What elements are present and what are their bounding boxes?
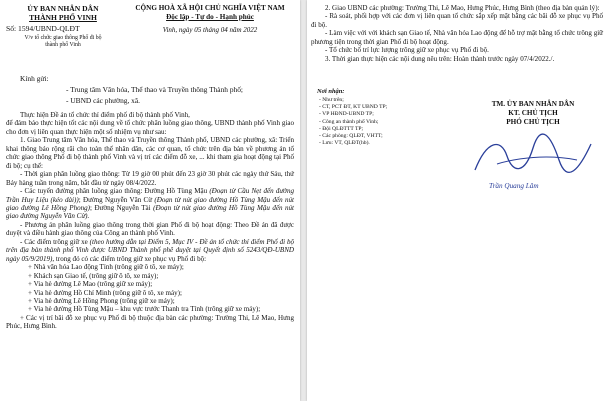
parking-item: + Nhà văn hóa Lao động Tỉnh (trông giữ ô tô, xe máy); (28, 263, 184, 272)
nation-title: CỘNG HOÀ XÃ HỘI CHỦ NGHĨA VIỆT NAM (135, 4, 285, 12)
parking-item: + Via hè đường Lê Hồng Phong (trông giữ xe máy); (28, 296, 175, 305)
issuer-org-line1: ỦY BAN NHÂN DÂN (27, 4, 99, 13)
recipient-item: - Như trên; (319, 97, 344, 103)
parking-item: + Via hè đường Hồ Tùng Mậu – khu vực trước Thanh tra Tỉnh (trông giữ xe máy); (28, 305, 261, 314)
body-paragraph: Thực hiện Đề án tổ chức thí điểm phố đi bộ thành phố Vinh, (20, 111, 190, 119)
body-paragraph: - Thời gian phân luồng giao thông: Từ 19 giờ 00 phút đến 23 giờ 30 phút các ngày thứ Sáu, thứ Bảy hàng tuần trong năm, bắt đầu từ ngày 08/4/2022. (6, 170, 294, 187)
nation-motto: Độc lập - Tự do - Hạnh phúc (166, 13, 254, 21)
text-run: (theo hướng dẫn tại Điểm 5, Mục IV - Đề án tổ chức thí điểm Phố đi bộ trên địa bàn thành phố Vinh được UBND Thành phố phê duyệt tại Quyết định số 5243/QĐ-UBND ngày 05/9/2019) (6, 237, 295, 263)
recipient-item: - VP HĐND-UBND TP; (319, 111, 374, 118)
body-paragraph: 3. Thời gian thực hiện các nội dung nêu trên: Hoàn thành trước ngày 07/4/2022./. (325, 54, 555, 63)
document-date: Vinh, ngày 05 tháng 04 năm 2022 (162, 26, 258, 34)
signature-block (463, 100, 603, 127)
parking-item: + Via hè đường Lê Mao (trông giữ xe máy); (28, 280, 153, 289)
text-run: - Các tuyến đường phân luồng giao thông: Đường Hồ Tùng Mậu (20, 187, 210, 196)
document-subject-line1: V/v tổ chức giao thông Phố đi bộ (24, 35, 102, 41)
sign-line: PHÓ CHỦ TỊCH (506, 118, 560, 126)
text-run: (Đoạn từ Cầu Nẹt đến đường Trần Huy Liệu (kéo dài)) (6, 187, 294, 204)
recipients-title: Nơi nhận: (317, 88, 345, 95)
national-header (124, 4, 296, 35)
text-run: (Đoạn từ nút giao đường Hồ Tùng Mậu đến nút giao đường Nguyễn Văn Cừ). (6, 203, 294, 221)
body-paragraph: 2. Giao UBND các phường: Trường Thi, Lê Mao, Hưng Phúc, Hưng Bình (theo địa bàn quản lý): (325, 4, 600, 12)
greeting: Kính gửi: (20, 74, 49, 83)
body-paragraph: - Làm việc với với khách sạn Giao tế, Nhà văn hóa Lao động để hỗ trợ mặt bằng tổ chức trông giữ phương tiện trong thời gian Phố đi bộ hoạt động. (311, 29, 603, 46)
document-body (311, 4, 603, 63)
parking-item: + Via hè đường Hồ Chí Minh (trông giữ ô tô, xe máy); (28, 288, 182, 297)
document-subject-line2: thành phố Vinh (45, 42, 81, 48)
handwritten-signature (467, 130, 597, 182)
body-paragraph: - Phương án phân luồng giao thông trong thời gian Phố đi bộ hoạt động: Theo Đề án đã được duyệt và điều hành giao thông của Công an thành phố Vinh. (6, 220, 294, 238)
parking-item: + Khách sạn Giao tế, (trông giữ ô tô, xe máy); (28, 271, 159, 280)
recipient-line: - Trung tâm Văn hóa, Thể thao và Truyền thông Thành phố; (66, 85, 243, 94)
document-page-1 (0, 0, 300, 401)
routes-paragraph (6, 187, 294, 221)
sign-line: TM. ỦY BAN NHÂN DÂN (491, 100, 575, 108)
recipient-line: - UBND các phường, xã. (66, 96, 141, 105)
recipient-item: - Đội QLĐTTT TP; (319, 125, 364, 132)
body-paragraph: - Tổ chức bố trí lực lượng trông giữ xe phục vụ Phố đi bộ. (325, 46, 489, 55)
document-body (6, 111, 294, 331)
text-run: ; Đường Nguyễn Văn Cừ (78, 195, 155, 204)
recipients-list (319, 97, 439, 147)
text-run: (Đoạn từ nút giao đường Hồ Tùng Mậu đến nút giao đường Lê Hồng Phong) (6, 195, 294, 212)
document-number: Số: 1594/UBND-QLĐT (6, 24, 80, 33)
body-paragraph: 1. Giao Trung tâm Văn hóa, Thể thao và Truyền thông Thành phố, UBND các phường, xã: Triển khai thông báo rộng rãi cho toàn thể nhân dân, các cơ quan, tổ chức trên địa bàn về phương án tổ chức giao thông Phố đi bộ thành phố Vinh và vị trí các điểm đỗ xe, ... khi tham gia hoạt động tại Phố đi bộ; cụ thể: (6, 136, 294, 170)
body-paragraph: + Các vị trí bãi đỗ xe phục vụ Phố đi bộ thuộc địa bàn các phường: Trường Thi, Lê Mao, Hưng Phúc, Hưng Bình. (6, 313, 294, 331)
issuer-block (4, 4, 122, 49)
text-run: ; Đường Nguyễn Tài (90, 203, 154, 212)
sign-line: KT. CHỦ TỊCH (508, 109, 558, 117)
issuer-org-line2: THÀNH PHỐ VINH (29, 13, 97, 22)
recipient-item: - CT, PCT ĐT, KT UBND TP; (319, 104, 388, 111)
document-page-2 (307, 0, 607, 401)
body-paragraph: - Rà soát, phối hợp với các đơn vị liên quan tổ chức sắp xếp mặt bằng các bãi đỗ xe phục vụ Phố đi bộ. (311, 12, 603, 29)
parking-paragraph (6, 238, 294, 263)
recipient-item: - Công an thành phố Vinh; (319, 118, 379, 125)
body-paragraph: để đảm bảo thực hiện tốt các nội dung về tổ chức phân luồng giao thông, UBND thành phố Vinh giao cho đơn vị liên quan thực hiện một số nhiệm vụ như sau: (6, 119, 294, 136)
recipient-item: - Lưu: VT, QLĐT(hb). (319, 140, 370, 147)
text-run: - Các điểm trông giữ xe (20, 237, 90, 246)
signer-name: Trần Quang Lâm (489, 182, 539, 190)
text-run: , trong đó có các điểm trông giữ xe phục vụ Phố đi bộ: (52, 254, 207, 263)
recipient-item: - Các phòng: QLĐT, VHTT; (319, 133, 383, 140)
